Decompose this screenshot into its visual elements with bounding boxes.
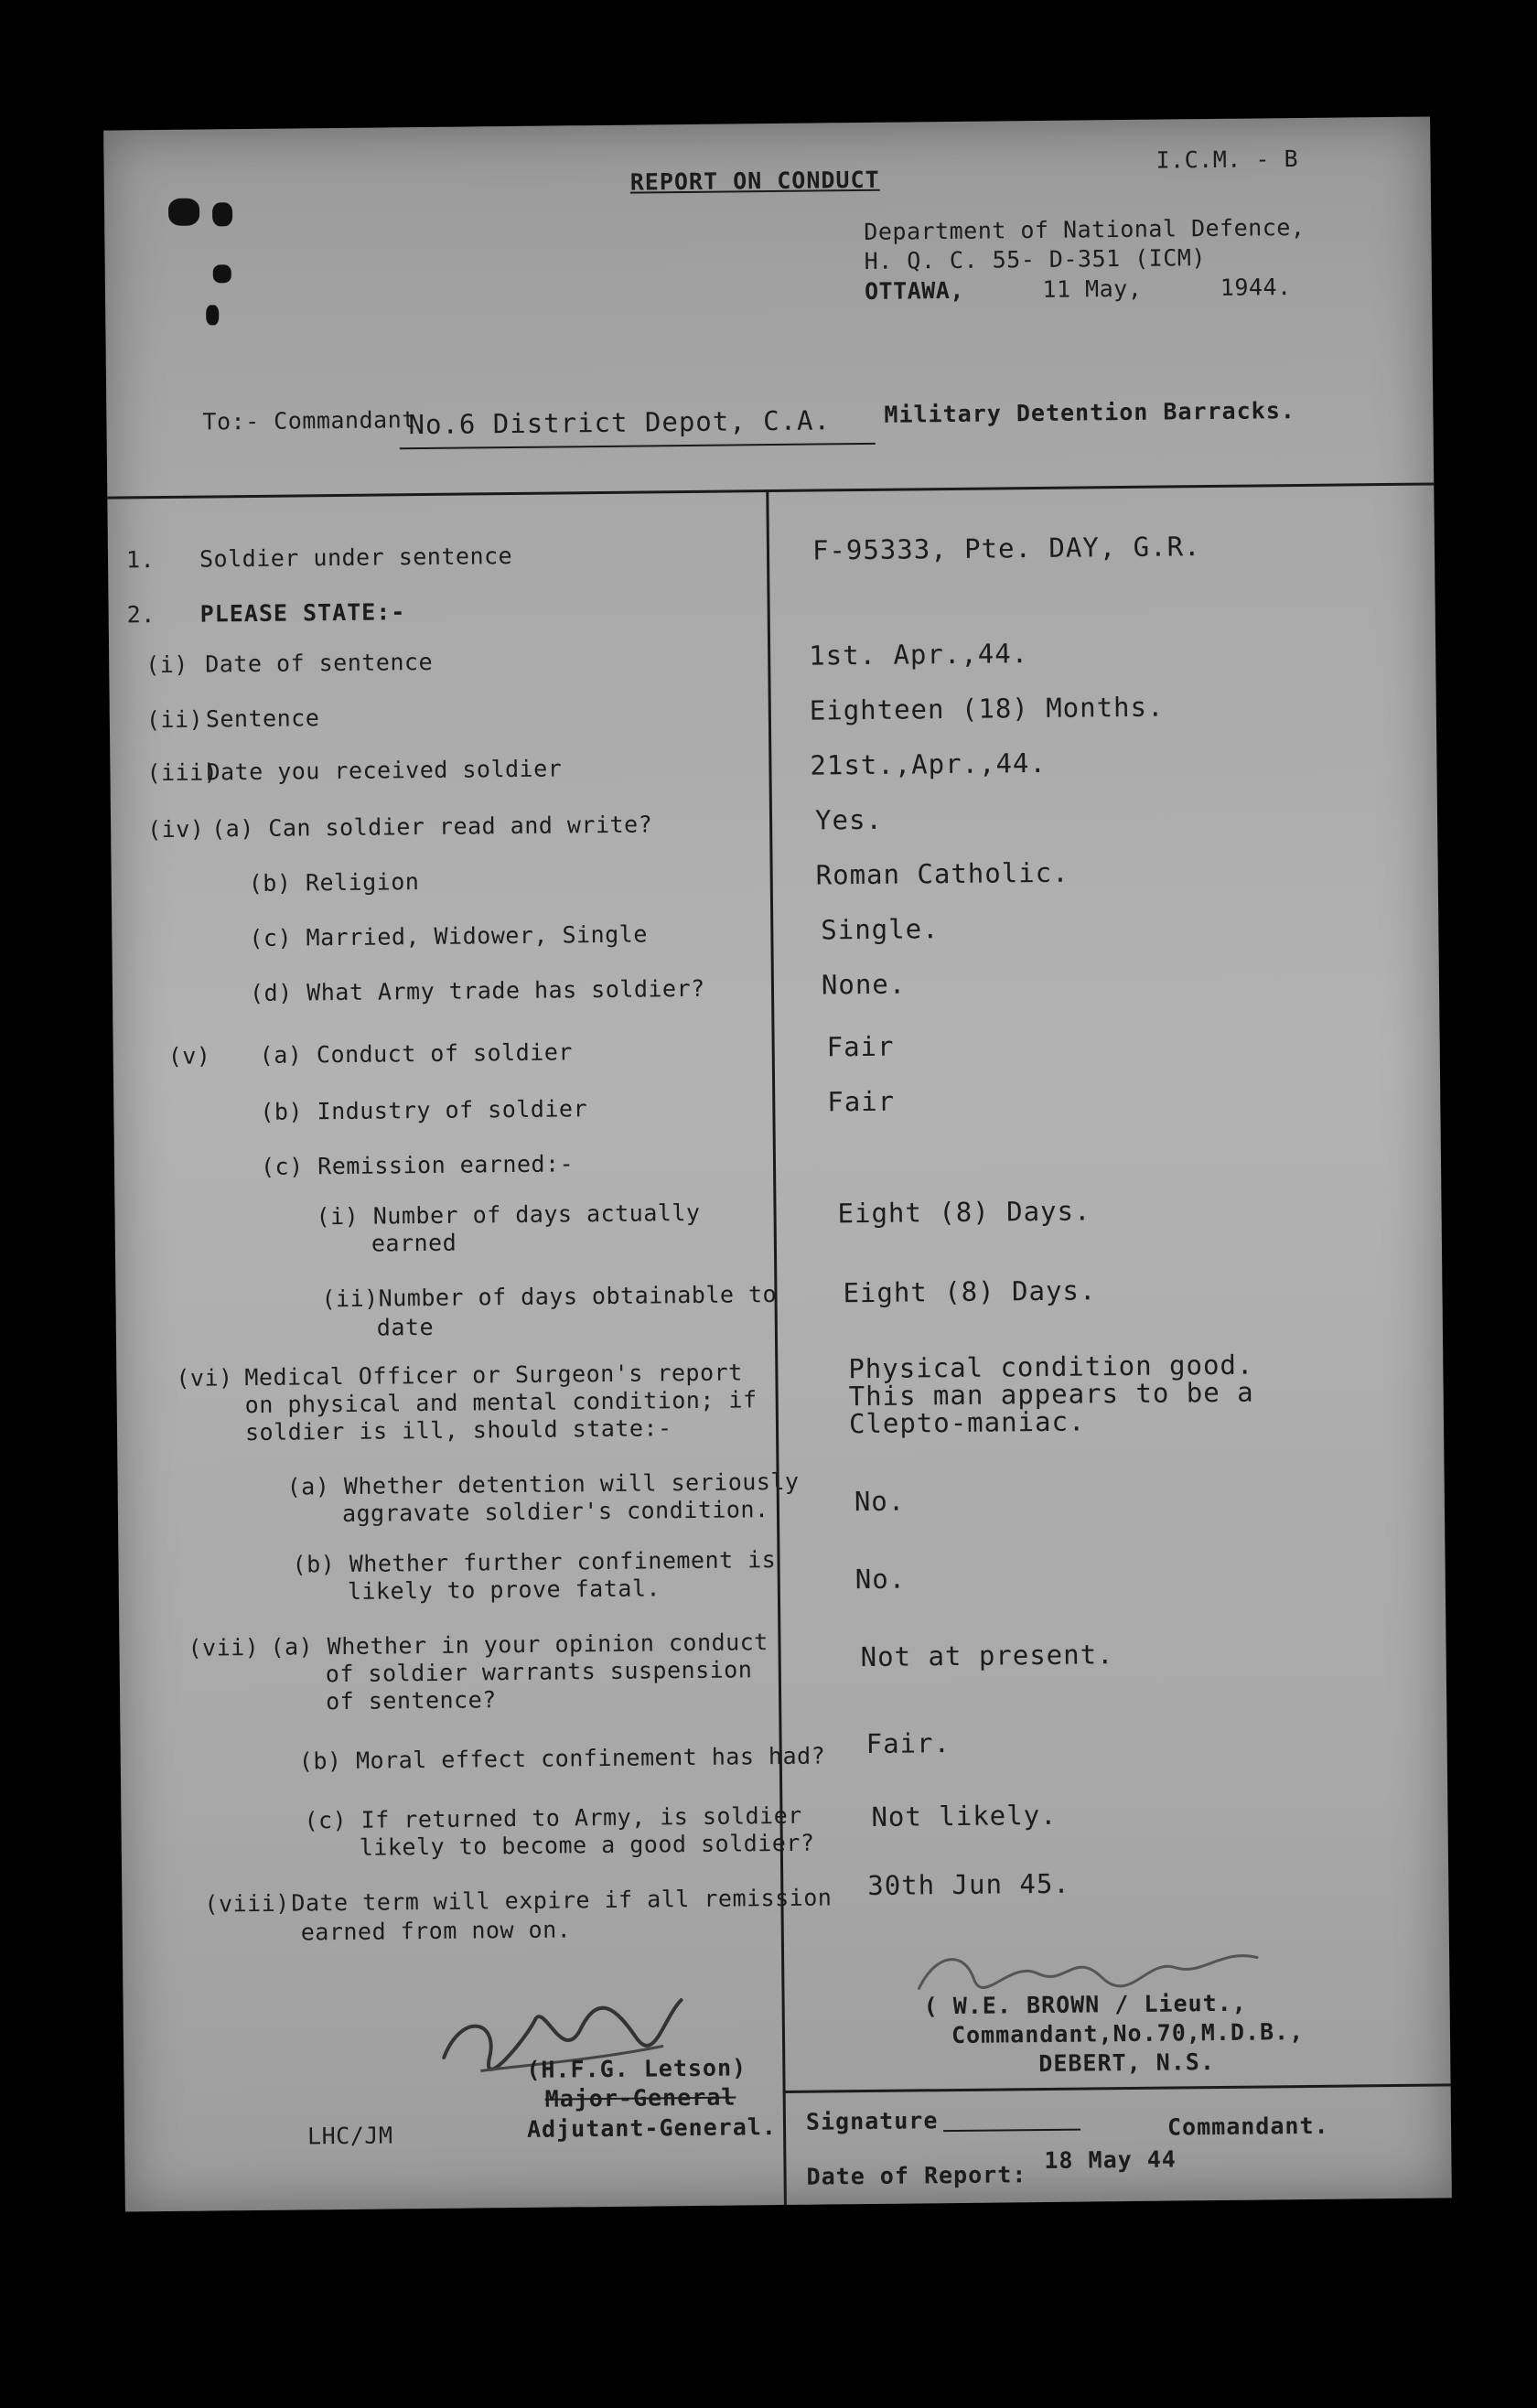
q-num: (iv) <box>146 815 205 844</box>
answer: No. <box>854 1563 907 1596</box>
typist-initials: LHC/JM <box>306 2122 393 2150</box>
q-num: (vii) <box>188 1633 260 1661</box>
q-label: (ii)Number of days obtainable to <box>321 1281 778 1313</box>
q-label: (b) Moral effect confinement has had? <box>298 1742 826 1775</box>
city: OTTAWA, <box>864 276 965 305</box>
answer: 21st.,Apr.,44. <box>810 747 1048 781</box>
q-label: date <box>376 1313 435 1341</box>
q-label: (c) Married, Widower, Single <box>249 920 648 952</box>
date-of-report-value: 18 May 44 <box>1044 2145 1177 2175</box>
left-signer-rank: Major-General <box>544 2083 736 2112</box>
answer: Fair. <box>865 1727 951 1760</box>
q-label: (d) What Army trade has soldier? <box>249 974 705 1007</box>
answer: Single. <box>821 913 940 946</box>
right-signer-title: Commandant,No.70,M.D.B., <box>951 2018 1305 2049</box>
q-label: of sentence? <box>325 1686 497 1715</box>
issue-date-line <box>865 274 1292 305</box>
answer: Not likely. <box>871 1799 1058 1833</box>
answer: None. <box>821 968 907 1001</box>
answer: This man appears to be a <box>848 1376 1254 1413</box>
to-prefix: To:- Commandant <box>202 406 416 435</box>
answer: 1st. Apr.,44. <box>809 638 1029 672</box>
q-label: (a) Whether detention will seriously <box>286 1467 800 1500</box>
q-label: (a) Conduct of soldier <box>259 1038 573 1069</box>
punch-mark <box>212 202 232 226</box>
q-label: Sentence <box>205 704 320 733</box>
q-label: (a) Whether in your opinion conduct <box>270 1629 768 1661</box>
answer: Physical condition good. <box>848 1349 1254 1385</box>
punch-mark <box>168 199 199 226</box>
q-label: Date you received soldier <box>206 755 563 786</box>
q-num: 2. <box>126 601 156 629</box>
q-label: (b) Industry of soldier <box>260 1095 588 1125</box>
signature-role: Commandant. <box>1166 2112 1329 2141</box>
hq-prefix: H. Q. C. 55- <box>864 246 1036 274</box>
q-label: Date term will expire if all remission <box>291 1884 833 1917</box>
q-label: Soldier under sentence <box>199 542 513 573</box>
answer: F-95333, Pte. DAY, G.R. <box>811 531 1201 566</box>
answer: Not at present. <box>860 1639 1114 1673</box>
punch-mark <box>213 264 231 283</box>
q-label: (b) Religion <box>248 868 420 898</box>
q-label: soldier is ill, should state:- <box>244 1414 672 1446</box>
answer: Eight (8) Days. <box>843 1274 1097 1309</box>
issue-date: 11 May, <box>1042 274 1143 303</box>
frame-divider <box>766 489 787 2205</box>
q-label: PLEASE STATE:- <box>199 598 406 628</box>
answer: Clepto-maniac. <box>848 1405 1086 1440</box>
q-label: (c) If returned to Army, is soldier <box>304 1801 802 1834</box>
to-institution: Military Detention Barracks. <box>884 397 1295 428</box>
issue-year: 1944. <box>1220 274 1292 301</box>
department-line: Department of National Defence, <box>864 213 1306 245</box>
q-num: (viii) <box>204 1889 290 1918</box>
q-num: (iii) <box>146 758 219 787</box>
q-label: (c) Remission earned:- <box>260 1150 575 1180</box>
q-label: likely to prove fatal. <box>347 1575 661 1605</box>
q-label: earned from now on. <box>300 1916 572 1946</box>
q-label: (a) Can soldier read and write? <box>210 811 653 843</box>
to-underline <box>400 443 876 449</box>
form-code: I.C.M. - B <box>1155 145 1299 174</box>
q-label: Medical Officer or Surgeon's report <box>244 1359 743 1392</box>
answer: Fair <box>827 1085 896 1118</box>
date-of-report-label: Date of Report: <box>806 2161 1027 2190</box>
q-label: likely to become a good soldier? <box>359 1829 815 1861</box>
q-num: (i) <box>145 650 189 679</box>
signature-line <box>943 2129 1080 2133</box>
q-num: (v) <box>167 1042 211 1070</box>
signature-box-top <box>783 2083 1451 2093</box>
q-label: on physical and mental condition; if <box>244 1386 758 1419</box>
to-unit: No.6 District Depot, C.A. <box>408 404 832 441</box>
answer: Yes. <box>814 803 884 836</box>
answer: Eight (8) Days. <box>837 1195 1091 1230</box>
hq-reference <box>865 244 1207 274</box>
q-label: earned <box>371 1229 457 1257</box>
q-label: Date of sentence <box>205 648 434 678</box>
answer: Fair <box>826 1030 895 1063</box>
punch-mark <box>206 305 219 325</box>
frame-top <box>107 482 1434 499</box>
answer: Eighteen (18) Months. <box>809 691 1165 726</box>
q-label: of soldier warrants suspension <box>325 1656 753 1688</box>
q-num: (vi) <box>176 1364 233 1392</box>
document-title: REPORT ON CONDUCT <box>629 166 880 196</box>
q-label: (b) Whether further confinement is <box>292 1546 777 1578</box>
answer: No. <box>854 1485 906 1518</box>
document-sheet <box>103 116 1452 2211</box>
answer: 30th Jun 45. <box>867 1867 1070 1902</box>
q-num: 1. <box>125 546 156 574</box>
q-label: (i) Number of days actually <box>316 1199 701 1231</box>
q-label: aggravate soldier's condition. <box>341 1496 769 1528</box>
left-signer-name: (H.F.G. Letson) <box>526 2054 747 2083</box>
signature-label: Signature <box>805 2107 939 2135</box>
right-signer-name: ( W.E. BROWN / Lieut., <box>923 1989 1247 2020</box>
file-number: D-351 (ICM) <box>1048 244 1207 273</box>
left-signer-title: Adjutant-General. <box>526 2113 778 2143</box>
answer: Roman Catholic. <box>815 856 1069 891</box>
q-num: (ii) <box>145 705 204 734</box>
right-signer-place: DEBERT, N.S. <box>1038 2048 1216 2078</box>
